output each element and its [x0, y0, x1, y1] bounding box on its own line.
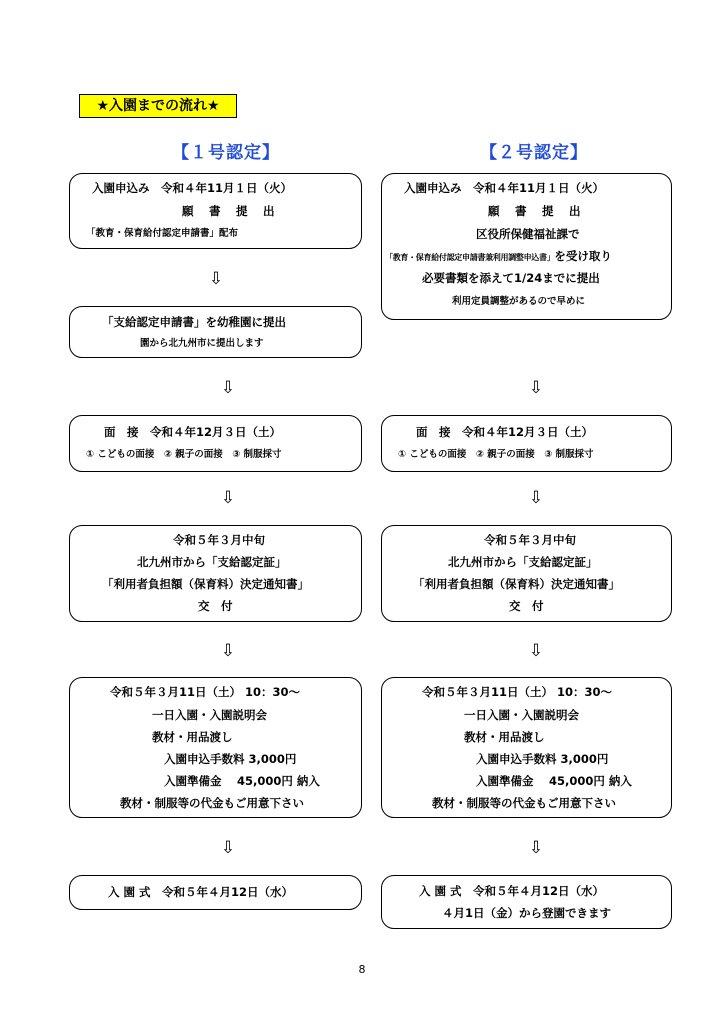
- down-arrow-icon: ⇩: [208, 269, 224, 289]
- col1-ceremony-box: [69, 875, 362, 910]
- ceremony-date: 入 園 式 令和５年４月12日（水）: [419, 884, 605, 898]
- certificate-issue: 交 付: [509, 599, 544, 613]
- col2-certificate-box: [381, 525, 672, 622]
- interview-items: ① こどもの面接 ② 親子の面接 ③ 制服採寸: [86, 449, 282, 460]
- attendance-start: ４月1日（金）から登園できます: [442, 906, 611, 920]
- interview-date: 面 接 令和４年12月３日（土）: [104, 425, 282, 439]
- application-label: 願 書 提 出: [488, 204, 583, 218]
- certificate-issuer: 北九州市から「支給認定証」: [448, 555, 598, 569]
- orientation-date: 令和５年３月11日（土） 10：30～: [422, 685, 613, 699]
- down-arrow-icon: ⇩: [220, 378, 236, 398]
- orientation-event: 一日入園・入園説明会: [152, 708, 267, 722]
- preparation-fee: 入園準備金 45,000円 納入: [476, 774, 632, 788]
- orientation-event: 一日入園・入園説明会: [464, 708, 579, 722]
- orientation-date: 令和５年３月11日（土） 10：30～: [110, 685, 301, 699]
- materials-cost-note: 教材・制服等の代金もご用意下さい: [432, 796, 616, 810]
- col2-application-box: [381, 173, 672, 320]
- down-arrow-icon: ⇩: [220, 488, 236, 508]
- certificate-notice: 「利用者負担額（保育料）決定通知書」: [102, 577, 309, 591]
- certificate-issue: 交 付: [198, 599, 233, 613]
- down-arrow-icon: ⇩: [528, 641, 544, 661]
- ceremony-date: 入 園 式 令和５年４月12日（水）: [108, 885, 294, 899]
- interview-date: 面 接 令和４年12月３日（土）: [416, 425, 594, 439]
- col2-orientation-box: [381, 677, 672, 818]
- down-arrow-icon: ⇩: [528, 378, 544, 398]
- application-fee: 入園申込手数料 3,000円: [476, 752, 609, 766]
- col1-certificate-box: [69, 525, 362, 622]
- materials-handout: 教材・用品渡し: [152, 730, 233, 744]
- submission-note: 園から北九州市に提出します: [140, 338, 264, 349]
- down-arrow-icon: ⇩: [220, 641, 236, 661]
- interview-items: ① こどもの面接 ② 親子の面接 ③ 制服採寸: [398, 449, 594, 460]
- col1-application-box: [69, 173, 362, 249]
- certificate-notice: 「利用者負担額（保育料）決定通知書」: [413, 577, 620, 591]
- col1-orientation-box: [69, 677, 362, 818]
- col2-ceremony-box: [381, 875, 672, 929]
- certificate-date: 令和５年３月中旬: [484, 533, 576, 547]
- down-arrow-icon: ⇩: [220, 838, 236, 858]
- page-number: 8: [358, 963, 366, 976]
- col1-submission-box: [69, 306, 362, 358]
- down-arrow-icon: ⇩: [528, 838, 544, 858]
- application-date: 入園申込み 令和４年11月１日（火）: [92, 181, 293, 195]
- application-early-note: 利用定員調整があるので早めに: [452, 296, 586, 307]
- heading-type1: 【１号認定】: [172, 143, 280, 163]
- certificate-date: 令和５年３月中旬: [173, 533, 265, 547]
- application-form: [385, 249, 612, 265]
- application-form-receive: を受け取り: [554, 249, 612, 263]
- submission-text: 「支給認定申請書」を幼稚園に提出: [102, 315, 286, 329]
- application-label: 願 書 提 出: [182, 204, 277, 218]
- application-form-name: 「教育・保育給付認定申請書兼利用調整申込書」: [385, 253, 555, 262]
- application-date: 入園申込み 令和４年11月１日（火）: [404, 181, 605, 195]
- col1-interview-box: [69, 415, 362, 472]
- application-office: 区役所保健福祉課で: [476, 227, 580, 241]
- heading-type2: 【２号認定】: [480, 143, 588, 163]
- application-fee: 入園申込手数料 3,000円: [164, 752, 297, 766]
- down-arrow-icon: ⇩: [528, 488, 544, 508]
- materials-cost-note: 教材・制服等の代金もご用意下さい: [120, 796, 304, 810]
- application-deadline: 必要書類を添えて1/24までに提出: [422, 271, 600, 285]
- materials-handout: 教材・用品渡し: [464, 730, 545, 744]
- col2-interview-box: [381, 415, 672, 472]
- application-form-note: 「教育・保育給付認定申請書」配布: [86, 228, 239, 239]
- certificate-issuer: 北九州市から「支給認定証」: [137, 555, 287, 569]
- flow-title: ★入園までの流れ★: [79, 94, 237, 118]
- preparation-fee: 入園準備金 45,000円 納入: [164, 774, 320, 788]
